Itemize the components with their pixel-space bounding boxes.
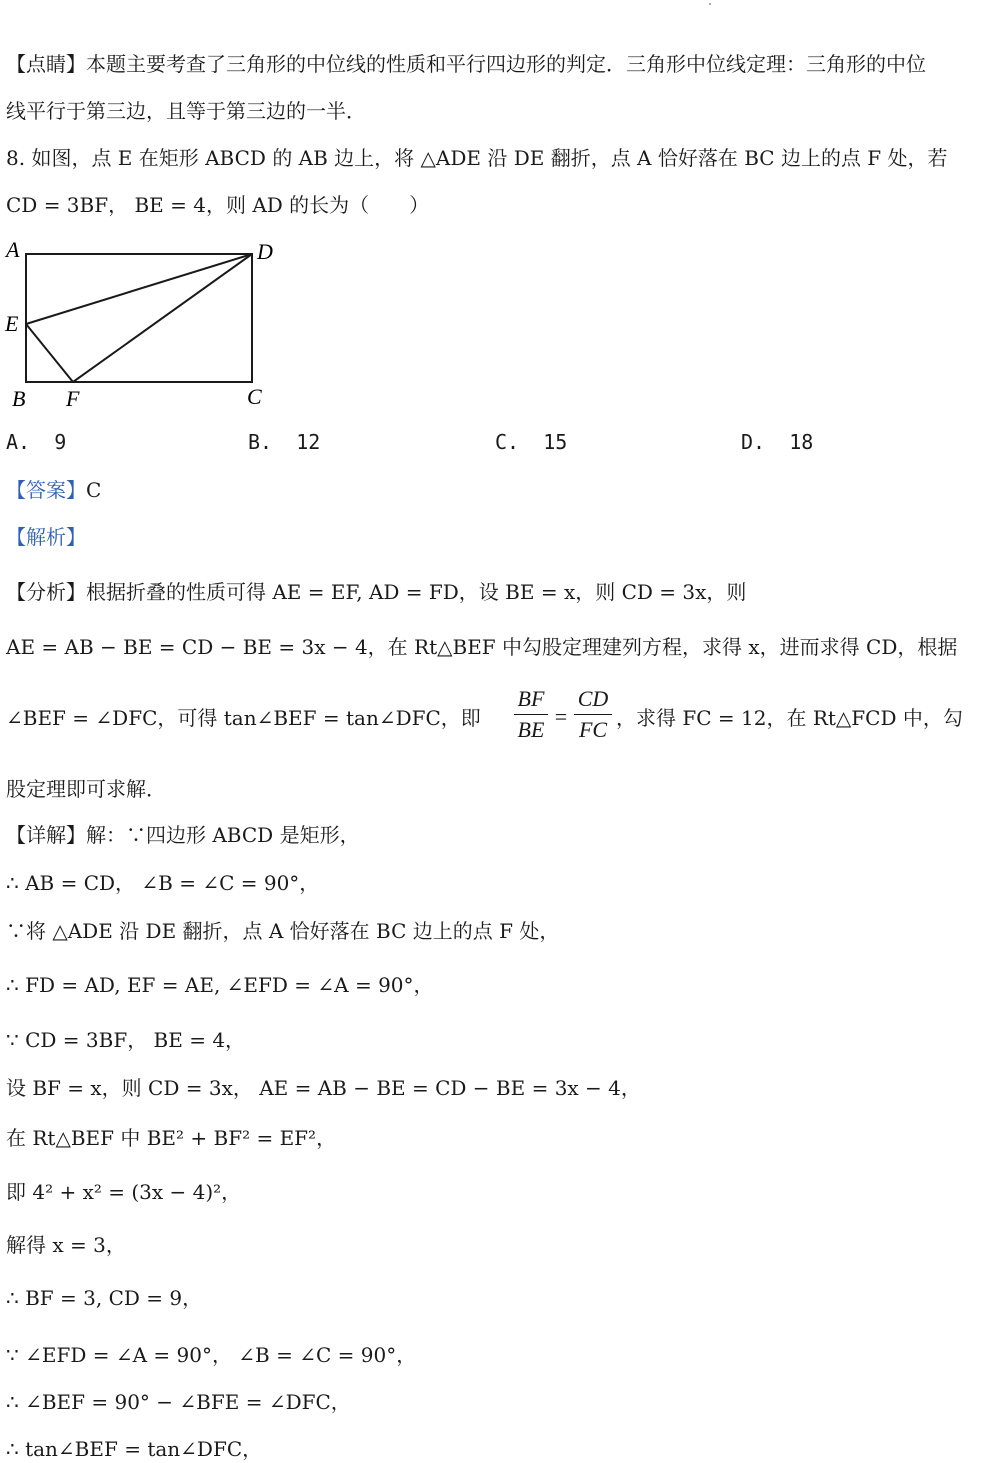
choice-b-value: 12 <box>296 430 321 454</box>
detail-line-4: ∴ FD = AD, EF = AE, ∠EFD = ∠A = 90°， <box>6 973 434 997</box>
analysis-line-3b: ，求得 FC = 12，在 Rt△FCD 中，勾 <box>616 706 963 730</box>
fraction-be-denominator: BE <box>517 717 545 742</box>
detail-line-10: ∴ BF = 3, CD = 9， <box>6 1286 203 1310</box>
detail-line-6: 设 BF = x，则 CD = 3x， AE = AB − BE = CD − BE = 3x − 4， <box>6 1076 641 1100</box>
fraction-bf-over-be <box>514 686 548 743</box>
fraction-bar <box>514 714 548 715</box>
detail-line-2: ∴ AB = CD， ∠B = ∠C = 90°， <box>6 871 320 895</box>
detail-line-5: ∵ CD = 3BF， BE = 4， <box>6 1028 246 1052</box>
fraction-equals: = <box>554 704 568 729</box>
rectangle-abcd <box>26 254 252 382</box>
choice-a[interactable] <box>6 430 66 454</box>
detail-line-13: ∴ tan∠BEF = tan∠DFC， <box>6 1437 263 1461</box>
choice-a-letter: A. <box>6 430 31 454</box>
point-label-f: F <box>66 386 80 411</box>
scan-dot <box>709 3 711 5</box>
point-label-d: D <box>257 239 273 264</box>
analysis-line-2: AE = AB − BE = CD − BE = 3x − 4，在 Rt△BEF 中勾股定理建列方程，求得 x，进而求得 CD，根据 <box>6 635 958 659</box>
tip-line-2: 线平行于第三边，且等于第三边的一半． <box>6 99 366 123</box>
choice-c[interactable] <box>495 430 567 454</box>
choice-d-letter: D. <box>741 430 766 454</box>
point-label-c: C <box>247 384 262 409</box>
segment-fd <box>73 254 252 382</box>
segment-ef <box>26 324 73 382</box>
point-label-a: A <box>6 237 20 262</box>
answer-label: 【答案】 <box>6 478 86 502</box>
fraction-cd-numerator: CD <box>577 686 609 711</box>
tip-line-1: 【点睛】本题主要考查了三角形的中位线的性质和平行四边形的判定．三角形中位线定理：三角形的中位 <box>6 52 926 76</box>
fraction-cd-over-fc <box>574 686 612 743</box>
point-label-e: E <box>5 311 19 336</box>
question-8-line-1: 8. 如图，点 E 在矩形 ABCD 的 AB 边上，将 △ADE 沿 DE 翻折，点 A 恰好落在 BC 边上的点 F 处，若 <box>6 146 948 170</box>
answer-value: C <box>86 478 102 502</box>
choice-b-letter: B. <box>248 430 273 454</box>
point-label-b: B <box>12 386 26 411</box>
choice-c-letter: C. <box>495 430 520 454</box>
choice-c-value: 15 <box>543 430 568 454</box>
analysis-line-3a: ∠BEF = ∠DFC，可得 tan∠BEF = tan∠DFC，即 <box>6 706 481 730</box>
geometry-figure <box>0 235 300 415</box>
detail-line-3: ∵将 △ADE 沿 DE 翻折，点 A 恰好落在 BC 边上的点 F 处， <box>6 919 560 943</box>
analysis-line-4: 股定理即可求解． <box>6 777 166 801</box>
choice-a-value: 9 <box>54 430 67 454</box>
detail-line-9: 解得 x = 3， <box>6 1233 126 1257</box>
choice-b[interactable] <box>248 430 320 454</box>
detail-line-12: ∴ ∠BEF = 90° − ∠BFE = ∠DFC， <box>6 1390 351 1414</box>
fraction-bf-numerator: BF <box>517 686 545 711</box>
answer-line <box>6 476 101 504</box>
detail-line-11: ∵ ∠EFD = ∠A = 90°， ∠B = ∠C = 90°， <box>6 1343 417 1367</box>
detail-line-7: 在 Rt△BEF 中 BE² + BF² = EF²， <box>6 1126 337 1150</box>
fraction-bar <box>574 714 612 715</box>
analysis-label: 【解析】 <box>6 525 86 549</box>
detail-line-8: 即 4² + x² = (3x − 4)²， <box>6 1180 242 1204</box>
analysis-line-1: 【分析】根据折叠的性质可得 AE = EF, AD = FD，设 BE = x，则 CD = 3x，则 <box>6 580 747 604</box>
segment-ed <box>26 254 252 324</box>
choice-d-value: 18 <box>789 430 814 454</box>
detail-line-1: 【详解】解：∵四边形 ABCD 是矩形， <box>6 823 360 847</box>
fraction-fc-denominator: FC <box>578 717 608 742</box>
question-8-line-2: CD = 3BF， BE = 4，则 AD 的长为（ ） <box>6 193 430 217</box>
choice-d[interactable] <box>741 430 813 454</box>
